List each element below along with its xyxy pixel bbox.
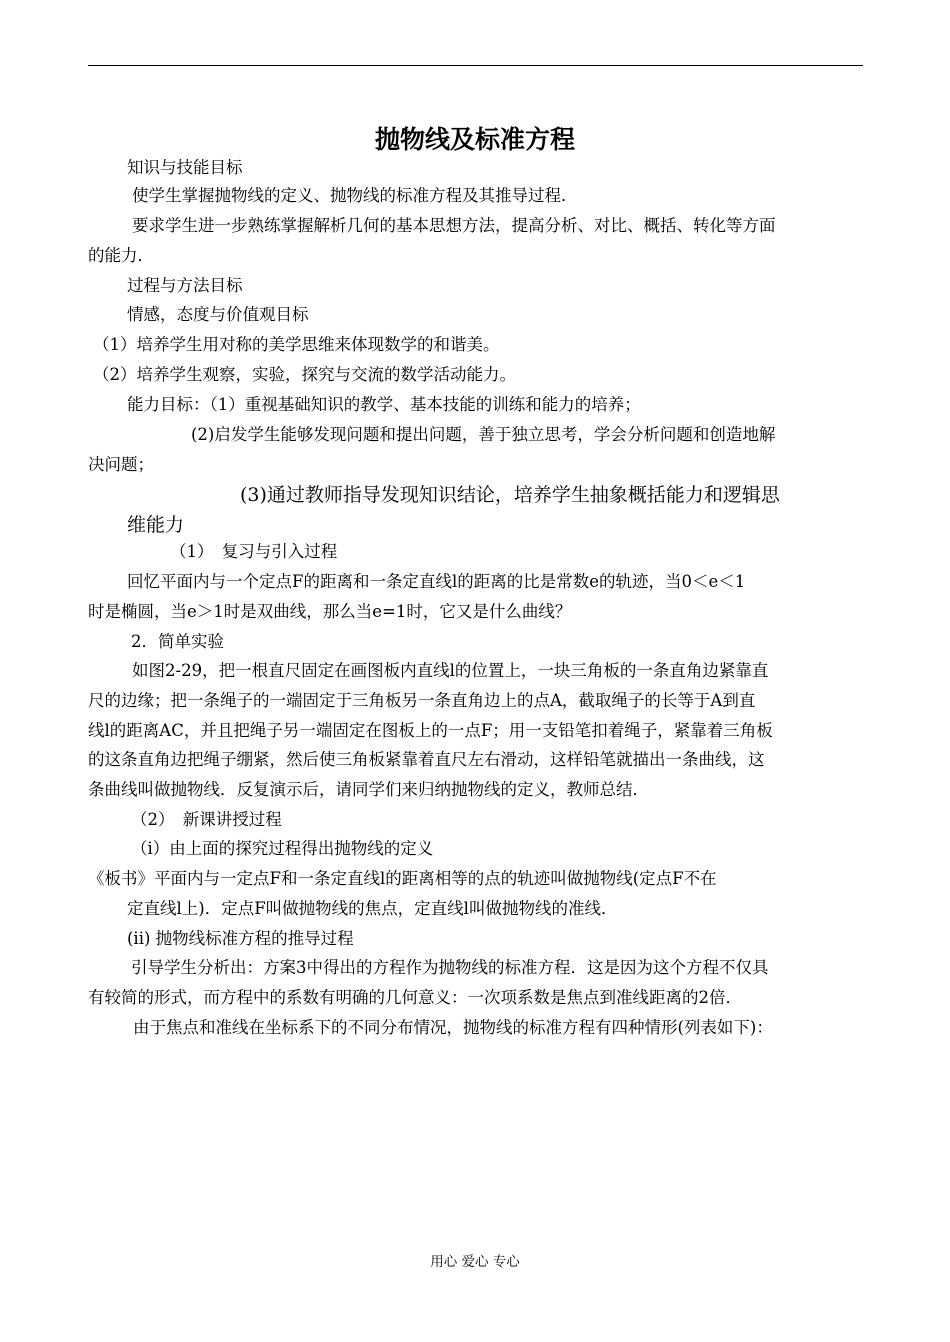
page-footer: 用心 爱心 专心	[430, 1254, 520, 1270]
text-line: 时是椭圆，当e＞1时是双曲线，那么当e=1时，它又是什么曲线？	[88, 602, 572, 621]
text-line: 有较简的形式，而方程中的系数有明确的几何意义：一次项系数是焦点到准线距离的2倍．	[88, 988, 742, 1007]
text-line: （1） 复习与引入过程	[170, 542, 338, 561]
text-line: (ii) 抛物线标准方程的推导过程	[127, 929, 354, 948]
text-line: 引导学生分析出：方案3中得出的方程作为抛物线的标准方程．这是因为这个方程不仅具	[131, 958, 769, 977]
text-line: (2)启发学生能够发现问题和提出问题，善于独立思考，学会分析问题和创造地解	[191, 425, 776, 444]
text-line: 知识与技能目标	[127, 158, 243, 177]
text-line: 2．简单实验	[131, 632, 224, 651]
page-title: 抛物线及标准方程	[374, 125, 575, 154]
text-line: 能力目标：（1）重视基础知识的教学、基本技能的训练和能力的培养；	[127, 395, 641, 414]
text-line: 线l的距离AC，并且把绳子另一端固定在图板上的一点F；用一支铅笔扣着绳子，紧靠着三角板	[88, 721, 773, 740]
header-rule	[88, 65, 863, 66]
text-line: 如图2-29，把一根直尺固定在画图板内直线l的位置上，一块三角板的一条直角边紧靠直	[132, 661, 769, 680]
text-line: 尺的边缘；把一条绳子的一端固定于三角板另一条直角边上的点A，截取绳子的长等于A到直	[88, 691, 756, 710]
text-line: （i）由上面的探究过程得出抛物线的定义	[131, 839, 434, 858]
text-line: (3)通过教师指导发现知识结论，培养学生抽象概括能力和逻辑思	[240, 484, 780, 506]
text-line: 决问题；	[88, 455, 154, 474]
text-line: 过程与方法目标	[127, 276, 243, 295]
text-line: （2）培养学生观察，实验，探究与交流的数学活动能力。	[93, 365, 516, 384]
text-line: 回忆平面内与一个定点F的距离和一条定直线l的距离的比是常数e的轨迹，当0＜e＜1	[127, 572, 746, 591]
text-line: 情感，态度与价值观目标	[127, 305, 309, 324]
text-line: （2） 新课讲授过程	[131, 810, 282, 829]
text-line: 的这条直角边把绳子绷紧，然后使三角板紧靠着直尺左右滑动，这样铅笔就描出一条曲线，这	[88, 750, 765, 769]
text-line: 要求学生进一步熟练掌握解析几何的基本思想方法，提高分析、对比、概括、转化等方面	[132, 216, 776, 235]
text-line: 使学生掌握抛物线的定义、抛物线的标准方程及其推导过程．	[132, 186, 578, 205]
text-line: 由于焦点和准线在坐标系下的不同分布情况，抛物线的标准方程有四种情形(列表如下)：	[133, 1018, 773, 1037]
text-line: （1）培养学生用对称的美学思维来体现数学的和谐美。	[93, 335, 500, 354]
text-line: 《板书》平面内与一定点F和一条定直线l的距离相等的点的轨迹叫做抛物线(定点F不在	[88, 869, 717, 888]
text-line: 定直线l上)．定点F叫做抛物线的焦点，定直线l叫做抛物线的准线．	[127, 899, 618, 918]
text-line: 的能力．	[88, 246, 154, 265]
text-line: 维能力	[127, 514, 185, 536]
text-line: 条曲线叫做抛物线．反复演示后，请同学们来归纳抛物线的定义，教师总结．	[88, 780, 649, 799]
